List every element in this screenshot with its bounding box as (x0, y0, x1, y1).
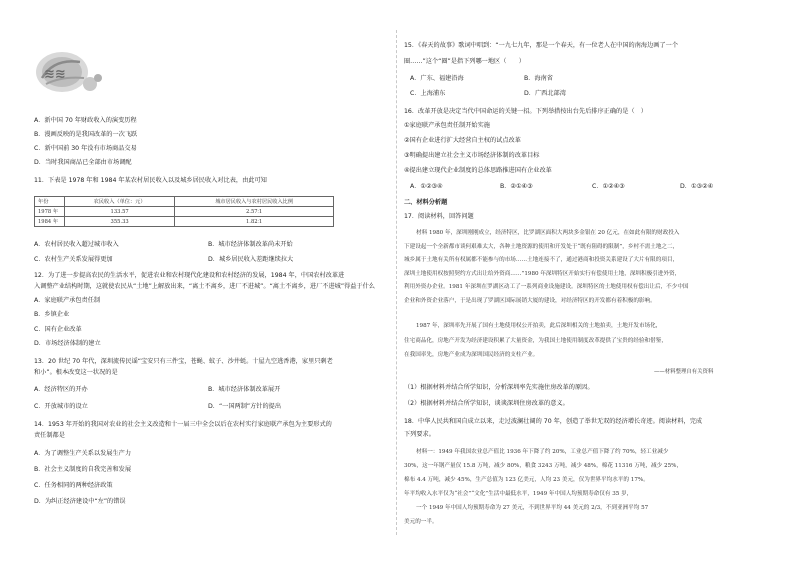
table-cell: 2.57∶1 (175, 207, 334, 217)
text-line: C．国有企业改革 (34, 326, 82, 333)
text-line: C．开放城市的设立 (34, 403, 88, 410)
table-header-row (35, 197, 334, 207)
text-line: 入调整产业结构时期，这就使农民从“土地”上解放出来，“离土不离乡，进厂不进城”。“离土不离乡，进厂不进城”得益于什么 (34, 283, 375, 290)
text-line: 深圳土地使用权按照契约方式出让给外资商……”1980 年深圳特区开始实行有偿使用土地，深圳积极引进外资， (404, 271, 681, 277)
text-line: D．当时我国商品已全部由市场调配 (34, 159, 132, 166)
table-cell: 1.82∶1 (175, 217, 334, 227)
text-line: C．上海浦东 (410, 90, 446, 97)
text-line: C．①②④③ (592, 183, 625, 190)
text-line: D．“一国两制”方针的提出 (208, 403, 282, 410)
text-line: D．城乡居民收入差距继续拉大 (208, 256, 294, 263)
text-line: 圈……”这个“圈”是指下列哪一地区（ ） (404, 58, 525, 65)
text-line: ③明确提出建立社会主义市场经济体制的改革目标 (404, 152, 540, 159)
text-line: C．新中国前 30 年没有市场商品交易 (34, 145, 137, 152)
income-table (34, 196, 334, 227)
text-line: 责任制都是 (34, 432, 65, 439)
material-source: ——材料整理自有关资料 (654, 369, 714, 375)
text-line: 棉布 4.4 万吨，减少 45%，生产总值为 123 亿美元，人均 23 美元，仅为世界平均水平的 17%。 (404, 477, 649, 483)
table-cell: 1978 年 (35, 207, 65, 217)
text-line: 和小”。根本改变这一状况的是 (34, 369, 118, 376)
text-line: A．为了调整生产关系以发展生产力 (34, 450, 132, 457)
text-line: （1）根据材料并结合所学知识，分析深圳率先实施住房改革的原因。 (404, 384, 594, 391)
column-divider (396, 30, 397, 535)
table-row (35, 217, 334, 227)
text-line: A．新中国 70 年财政收入的演变历程 (34, 117, 137, 124)
text-line: 11．下表是 1978 年和 1984 年某农村居民收入以及城乡居民收入对比表，由此可知 (34, 177, 267, 184)
text-line: A．广东、福建沿海 (410, 75, 464, 82)
text-line: A．家庭联产承包责任制 (34, 297, 101, 304)
text-line: 二、材料分析题 (404, 199, 448, 206)
text-line: D．为纠正经济建设中“左”的错误 (34, 498, 126, 505)
text-line: 下建设起一个全新都市谈何艰难太大，各种土地资源的使用和开发处于“既有阻碍的限制”，乡村不需土地之二， (404, 244, 679, 250)
text-line: D．①③②④ (680, 183, 714, 190)
svg-text:≋≋: ≋≋ (44, 67, 66, 82)
text-line: D．广西北部湾 (524, 90, 566, 97)
text-line: A．①②③④ (410, 183, 443, 190)
text-line: 30%，这一年钢产量仅 15.8 万吨，减少 80%，粮食 3243 万吨，减少 48%，棉花 11316 万吨，减少 25%， (404, 463, 683, 469)
text-line: ④提出建立现代企业制度的总体思路推进国有企业改革 (404, 167, 552, 174)
text-line: B．城市经济体制改革展开 (208, 386, 281, 393)
text-line: 下列要求。 (404, 431, 435, 438)
text-line: 12．为了进一步提高农民的生活水平，促进农业和农村现代化建设和农村经济的发展，1984 年，中国农村改革进 (34, 272, 345, 279)
text-line: 材料一：1949 年我国农业总产值比 1936 年下降了约 20%，工业总产值下降了约 70%，轻工业减少 (416, 449, 669, 455)
text-line: 材料 1980 年，深圳刚刚成立，经济特区，比罗湖区面积大两块多金银在 20 亿元，在如此有限的财政投入 (416, 230, 680, 236)
text-line: 15．《春天的故事》歌词中唱到：“一九七九年，那是一个春天，有一位老人在中国的南海边画了一个 (404, 42, 679, 49)
text-line: 18．中华人民共和国自成立以来，走过波澜壮阔的 70 年，创造了举世无双的经济增长奇迹。阅读材料，完成 (404, 418, 703, 425)
text-line: A．经济特区的开办 (34, 386, 88, 393)
table-header: 城市居民收入与农村居民收入比例 (175, 197, 334, 207)
table-cell: 1984 年 (35, 217, 65, 227)
table-row (35, 207, 334, 217)
text-line: B．社会主义制度的自我完善和发展 (34, 466, 132, 473)
text-line: 在我国率先，房地产业成为深圳国民经济的支柱产业。 (404, 352, 539, 358)
table-header: 年份 (35, 197, 65, 207)
table-cell: 355.33 (65, 217, 175, 227)
text-line: B．海南省 (524, 75, 553, 82)
table-cell: 133.57 (65, 207, 175, 217)
text-line: 一个 1949 年中国人均预期寿命为 27 美元，不到世界平均 44 美元的 2/3，不到亚洲平均 57 (416, 505, 649, 511)
table-header: 农民收入（单位：元） (65, 197, 175, 207)
text-line: 企业和外资企业落户，于是出现了罗湖区国际展销大厦的建设，对经济特区的开发都有着积极的影响。 (404, 298, 656, 304)
text-line: B．②①④③ (500, 183, 533, 190)
text-line: ②国有企业进行扩大经营自主权的试点改革 (404, 137, 521, 144)
text-line: 16．改革开放是决定当代中国命运的关键一招。下列举措按出台先后排序正确的是（ ） (404, 108, 647, 115)
exam-logo-icon (32, 44, 106, 102)
text-line: 年平均收入水平仅为“社会”“文化”生活中最低水平，1949 年中国人均预期寿命仅有 35 岁， (404, 491, 633, 497)
text-line: 13．20 世纪 70 年代，深圳流传民谣“宝安只有三件宝，苍蝇、蚊子、沙井蚝。十屋九空逃香港，家里只剩老 (34, 358, 333, 365)
text-line: B．漫画反映的是我国改革的一次飞跃 (34, 131, 138, 138)
text-line: 1987 年，深圳率先开展了国有土地使用权公开拍卖，此后深圳相关的土地拍卖，土地开发市场化， (416, 323, 662, 329)
text-line: C．任务相同的两种经济政策 (34, 482, 113, 489)
text-line: 美元的一半。 (404, 519, 438, 525)
text-line: 住宅商品化，房地产开发为经济建设积累了大量资金，为我国土地使用制度改革提供了宝贵的经验和借鉴， (404, 338, 667, 344)
text-line: 14．1953 年开始的我国对农业的社会主义改造和十一届三中全会以后在农村实行家庭联产承包为主要形式的 (34, 421, 332, 428)
text-line: 城乡属于土地有关所有权属都不能参与的市场……土地连接不了，通过港商和投资关系建设了大片有限的项目， (404, 257, 679, 263)
text-line: 17．阅读材料，回答问题 (404, 213, 474, 220)
text-line: D．市场经济体制的建立 (34, 340, 101, 347)
text-line: B．城市经济体制改革尚未开始 (208, 241, 293, 248)
text-line: A．农村居民收入超过城市收入 (34, 241, 119, 248)
text-line: ①家庭联产承包责任制开始实施 (404, 122, 490, 129)
text-line: 利用外资办企业。1981 年深圳在罗湖区动工了一系列商业设施建设。深圳特区的土地使用权有偿出让后，不少中国 (404, 284, 689, 290)
text-line: B．乡镇企业 (34, 311, 70, 318)
text-line: C．农村生产关系发展得更加 (34, 256, 113, 263)
text-line: （2）根据材料并结合所学知识，谈谈深圳住房改革的意义。 (404, 400, 569, 407)
